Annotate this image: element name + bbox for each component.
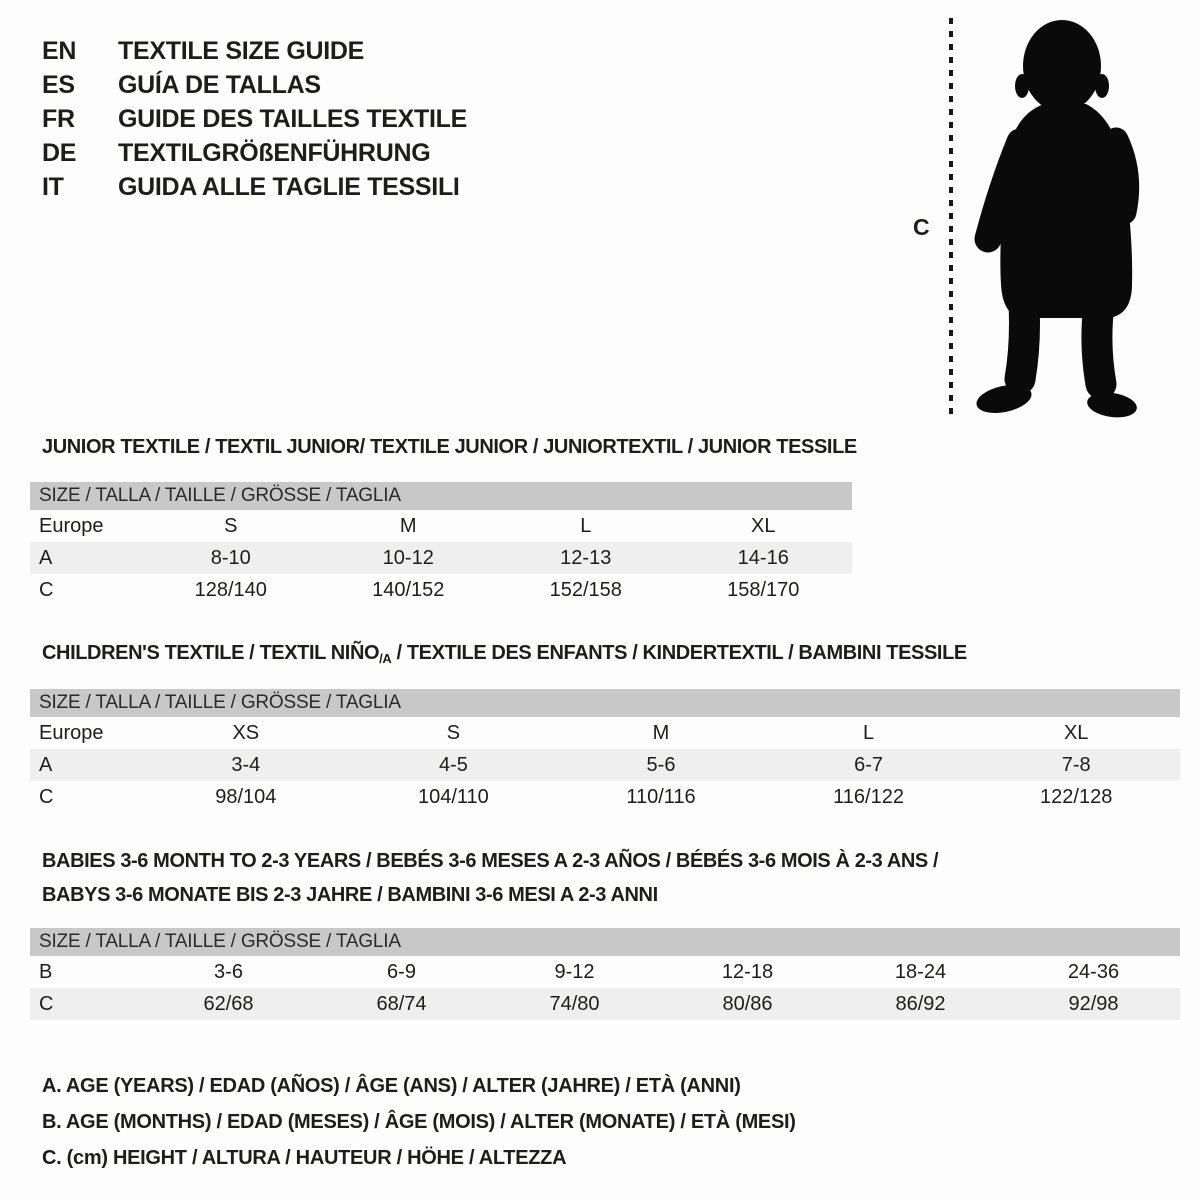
table-row-age-months [30, 956, 1180, 988]
size-cell: 6-7 [854, 753, 884, 776]
size-cell: 14-16 [737, 546, 789, 569]
row-label: Europe [39, 721, 104, 744]
size-cell: 10-12 [382, 546, 434, 569]
children-size-table [30, 689, 1180, 813]
row-label: A [39, 753, 53, 776]
language-title: GUIDA ALLE TAGLIE TESSILI [118, 172, 460, 201]
size-header-bar: SIZE / TALLA / TAILLE / GRÖSSE / TAGLIA [30, 482, 852, 510]
size-cell: 9-12 [554, 960, 595, 983]
language-title: GUIDE DES TAILLES TEXTILE [118, 104, 468, 133]
size-cell: 3-4 [231, 753, 261, 776]
size-cell: 140/152 [372, 578, 445, 601]
table-row-age [30, 542, 852, 574]
language-row [42, 170, 467, 204]
size-header-bar: SIZE / TALLA / TAILLE / GRÖSSE / TAGLIA [30, 928, 1180, 956]
size-cell: 152/158 [549, 578, 622, 601]
size-cell: 86/92 [895, 992, 946, 1015]
size-cell: S [224, 514, 238, 537]
children-section-title [42, 642, 967, 665]
babies-section-title-line2: BABYS 3-6 MONATE BIS 2-3 JAHRE / BAMBINI 3-6 MESI A 2-3 ANNI [42, 884, 658, 906]
size-cell: 158/170 [727, 578, 800, 601]
language-code: IT [42, 172, 64, 201]
footnote-age-months: B. AGE (MONTHS) / EDAD (MESES) / ÂGE (MOIS) / ALTER (MONATE) / ETÀ (MESI) [42, 1111, 796, 1133]
language-row [42, 34, 467, 68]
babies-size-table [30, 928, 1180, 1020]
height-measure-figure [905, 10, 1195, 425]
language-row [42, 102, 467, 136]
table-row-age [30, 749, 1180, 781]
size-cell: 4-5 [438, 753, 468, 776]
size-cell: 12-18 [721, 960, 774, 983]
size-cell: 62/68 [203, 992, 254, 1015]
size-header-bar: SIZE / TALLA / TAILLE / GRÖSSE / TAGLIA [30, 689, 1180, 717]
language-row [42, 136, 467, 170]
size-cell: S [446, 721, 461, 744]
row-label: A [39, 546, 53, 569]
size-cell: 6-9 [387, 960, 416, 983]
size-cell: M [399, 514, 417, 537]
children-title-sub: /A [379, 651, 392, 666]
size-cell: 98/104 [215, 785, 277, 808]
junior-section-title: JUNIOR TEXTILE / TEXTIL JUNIOR/ TEXTILE JUNIOR / JUNIORTEXTIL / JUNIOR TESSILE [42, 436, 857, 458]
language-row [42, 68, 467, 102]
footnote-age-years: A. AGE (YEARS) / EDAD (AÑOS) / ÂGE (ANS) / ALTER (JAHRE) / ETÀ (ANNI) [42, 1075, 741, 1097]
size-cell: 92/98 [1068, 992, 1119, 1015]
table-row-height [30, 781, 1180, 813]
size-cell: 122/128 [1040, 785, 1113, 808]
size-cell: XL [1063, 721, 1089, 744]
size-cell: XL [751, 514, 776, 537]
toddler-silhouette-icon [960, 14, 1150, 424]
footnotes [42, 1068, 796, 1176]
size-cell: 18-24 [894, 960, 947, 983]
footnote-height-cm: C. (cm) HEIGHT / ALTURA / HAUTEUR / HÖHE / ALTEZZA [42, 1147, 567, 1169]
size-cell: L [580, 514, 592, 537]
children-title-prefix: CHILDREN'S TEXTILE / TEXTIL NIÑO [42, 642, 380, 664]
size-cell: 12-13 [560, 546, 612, 569]
row-label: Europe [39, 514, 104, 537]
language-title: TEXTILGRÖßENFÜHRUNG [118, 138, 431, 167]
size-cell: M [652, 721, 670, 744]
size-cell: 68/74 [376, 992, 427, 1015]
children-title-suffix: / TEXTILE DES ENFANTS / KINDERTEXTIL / BAMBINI TESSILE [391, 642, 967, 664]
height-dashed-line [949, 18, 953, 420]
language-title: TEXTILE SIZE GUIDE [118, 36, 365, 65]
row-label: C [39, 785, 54, 808]
language-code: DE [42, 138, 77, 167]
language-title: GUÍA DE TALLAS [118, 70, 321, 99]
size-cell: 116/122 [833, 785, 904, 808]
size-cell: 104/110 [417, 785, 489, 808]
junior-size-table [30, 482, 852, 606]
table-row-europe [30, 510, 852, 542]
size-cell: 74/80 [549, 992, 600, 1015]
size-cell: 3-6 [214, 960, 243, 983]
row-label: C [39, 578, 54, 601]
row-label: B [39, 960, 53, 983]
row-label: C [39, 992, 54, 1015]
size-cell: 80/86 [722, 992, 773, 1015]
language-code: FR [42, 104, 75, 133]
language-guide [42, 34, 467, 204]
size-cell: 24-36 [1067, 960, 1120, 983]
table-row-europe [30, 717, 1180, 749]
size-cell: 128/140 [194, 578, 267, 601]
language-code: EN [42, 36, 77, 65]
table-row-height [30, 988, 1180, 1020]
size-cell: 7-8 [1061, 753, 1091, 776]
size-cell: 8-10 [210, 546, 251, 569]
size-cell: XS [232, 721, 260, 744]
size-cell: 5-6 [646, 753, 676, 776]
size-cell: L [863, 721, 875, 744]
babies-section-title-line1: BABIES 3-6 MONTH TO 2-3 YEARS / BEBÉS 3-6 MESES A 2-3 AÑOS / BÉBÉS 3-6 MOIS À 2-3 ANS / [42, 850, 939, 872]
table-row-height [30, 574, 852, 606]
height-label-c: C [913, 214, 930, 240]
size-cell: 110/116 [626, 785, 696, 808]
language-code: ES [42, 70, 75, 99]
